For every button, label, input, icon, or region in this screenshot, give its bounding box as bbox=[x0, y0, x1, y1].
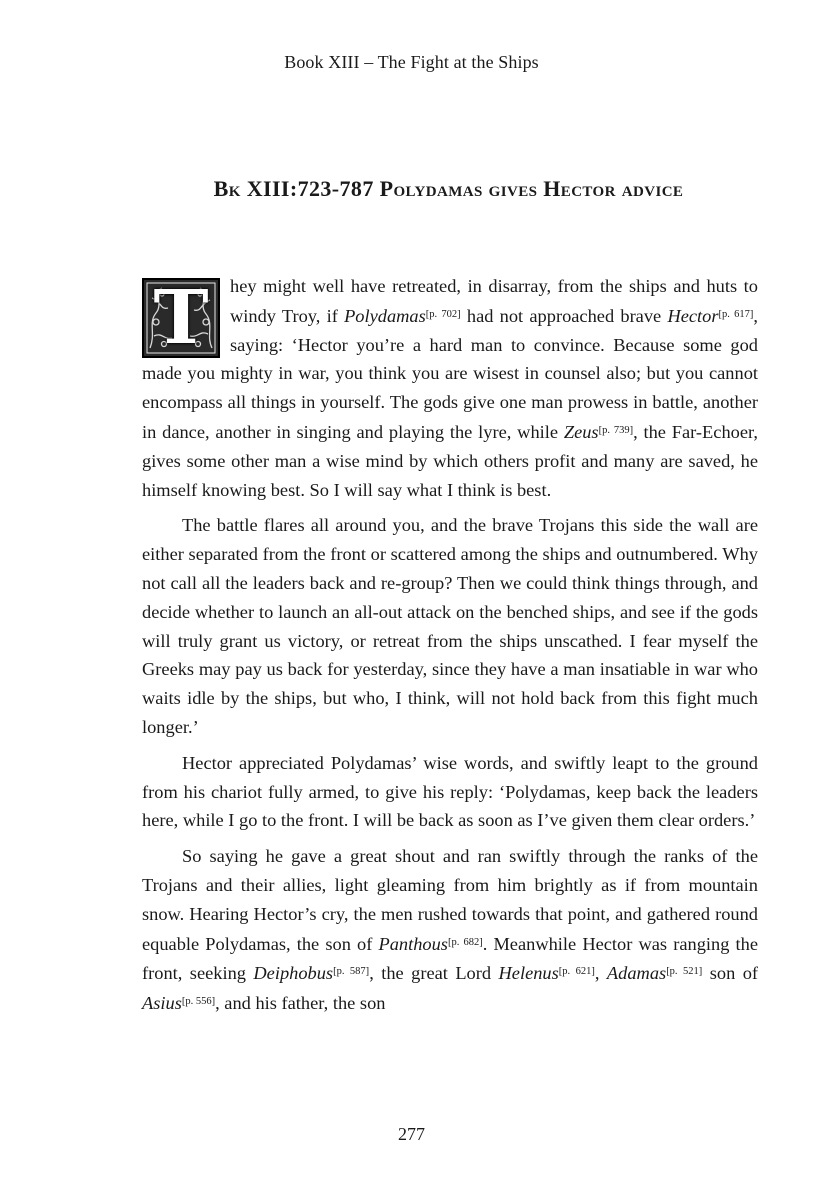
text-run: had not approached brave bbox=[460, 305, 668, 326]
name-italic: Deiphobus bbox=[253, 963, 334, 984]
page-reference: [p. 521] bbox=[666, 966, 703, 978]
text-run: So saying he gave a great shout and ran swiftly through the ranks of the Trojans and their allies, light gleaming from him brightly as if from mountain snow. Hearing Hector’s cry, the men rushed towards that point, and gathered round equable Polydamas, the son of bbox=[142, 846, 758, 954]
page-reference: [p. 587] bbox=[333, 966, 370, 978]
name-italic: Hector bbox=[667, 305, 719, 326]
page-reference: [p. 702] bbox=[425, 308, 461, 320]
text-run: son of bbox=[702, 963, 759, 984]
paragraph-3 bbox=[142, 749, 758, 835]
section-title: Bk XIII:723-787 Polydamas gives Hector advice bbox=[213, 176, 684, 201]
page-reference: [p. 621] bbox=[558, 966, 595, 978]
text-run: Hector appreciated Polydamas’ wise words, and swiftly leapt to the ground from his chariot fully armed, to give his reply: ‘Polydamas, keep back the leaders here, while I go to the front. I will be back as soon as I’ve given them clear orders.’ bbox=[142, 752, 758, 831]
paragraph-1 bbox=[142, 272, 758, 504]
text-run: , bbox=[594, 963, 607, 984]
ornamental-dropcap-icon bbox=[142, 275, 220, 361]
body-text bbox=[142, 272, 758, 1025]
running-head: Book XIII – The Fight at the Ships bbox=[284, 52, 539, 72]
paragraph-4 bbox=[142, 842, 758, 1018]
name-italic: Polydamas bbox=[344, 305, 426, 326]
text-run: The battle flares all around you, and the brave Trojans this side the wall are either separated from the front or scattered among the ships and outnumbered. Why not call all the leaders back and re-group? Then we could think things through, and decide whether to launch an all-out attack on the benched ships, and see if the gods will truly grant us victory, or retreat from the ships unscathed. I fear myself the Greeks may pay us back for yesterday, since they have a man insatiable in war who waits idle by the ships, but who, I think, will not hold back from this fight much longer.’ bbox=[142, 515, 758, 737]
text-run: hey might well have retreated, in disarray, from the ships and huts to windy Troy, if bbox=[230, 276, 758, 326]
page-reference: [p. 739] bbox=[598, 424, 634, 436]
text-run: . Meanwhile Hector was ranging the front, seeking bbox=[142, 933, 758, 984]
text-run: , the great Lord bbox=[369, 963, 499, 984]
paragraph-2 bbox=[142, 511, 758, 741]
text-run: , the Far-Echoer, gives some other man a wise mind by which others profit and many are saved, he himself knowing best. So I will say what I think is best. bbox=[142, 421, 758, 500]
page-reference: [p. 617] bbox=[718, 308, 754, 320]
text-run: , saying: ‘Hector you’re a hard man to convince. Because some god made you mighty in war, you think you are wisest in counsel also; but you cannot encompass all things in yourself. The gods give one man prowess in battle, another in dance, another in singing and playing the lyre, while bbox=[142, 305, 758, 442]
name-italic: Helenus bbox=[498, 963, 559, 984]
page-reference: [p. 556] bbox=[181, 996, 216, 1008]
dropcap-letter: T bbox=[153, 275, 209, 361]
page-number: 277 bbox=[398, 1124, 425, 1144]
page-reference: [p. 682] bbox=[447, 936, 483, 948]
name-italic: Zeus bbox=[563, 421, 599, 442]
text-run: , and his father, the son bbox=[215, 993, 386, 1014]
name-italic: Adamas bbox=[606, 963, 667, 984]
name-italic: Asius bbox=[142, 993, 182, 1014]
name-italic: Panthous bbox=[378, 933, 448, 954]
